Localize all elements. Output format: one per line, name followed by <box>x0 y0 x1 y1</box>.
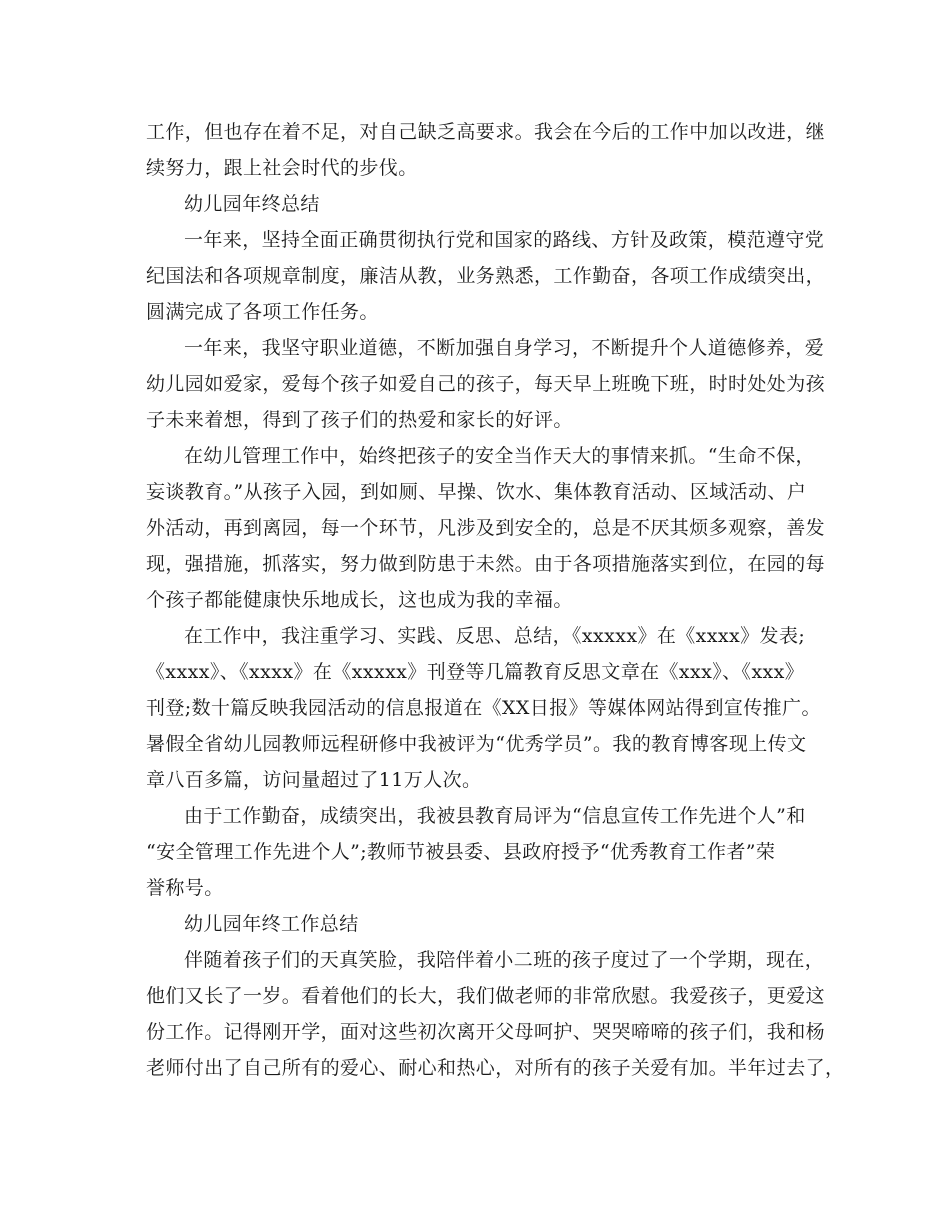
text-line: 份工作。记得刚开学，面对这些初次离开父母呵护、哭哭啼啼的孩子们，我和杨 <box>146 1021 826 1043</box>
text-line: “安全管理工作先进个人”;教师节被县委、县政府授予“优秀教育工作者”荣 <box>146 841 776 863</box>
text-line: 幼儿园如爱家，爱每个孩子如爱自己的孩子，每天早上班晚下班，时时处处为孩 <box>146 373 826 395</box>
text-line: 圆满完成了各项工作任务。 <box>146 301 379 323</box>
paragraph-start: 由于工作勤奋，成绩突出，我被县教育局评为“信息宣传工作先进个人”和 <box>184 805 806 827</box>
text-line: 刊登;数十篇反映我园活动的信息报道在《XX日报》等媒体网站得到宣传推广。 <box>146 697 821 719</box>
text-line: 外活动，再到离园，每一个环节，凡涉及到安全的，总是不厌其烦多观察，善发 <box>146 517 826 539</box>
paragraph-start: 在幼儿管理工作中，始终把孩子的安全当作天大的事情来抓。“生命不保， <box>184 445 815 467</box>
paragraph-start: 伴随着孩子们的天真笑脸，我陪伴着小二班的孩子度过了一个学期，现在， <box>184 949 825 971</box>
paragraph-start: 一年来，我坚守职业道德，不断加强自身学习，不断提升个人道德修养，爱 <box>184 337 825 359</box>
text-line: 子未来着想，得到了孩子们的热爱和家长的好评。 <box>146 409 573 431</box>
text-line: 暑假全省幼儿园教师远程研修中我被评为“优秀学员”。我的教育博客现上传文 <box>146 733 807 755</box>
section-heading: 幼儿园年终工作总结 <box>184 913 359 935</box>
text-line: 老师付出了自己所有的爱心、耐心和热心，对所有的孩子关爱有加。半年过去了， <box>146 1057 845 1079</box>
text-line: 现，强措施，抓落实，努力做到防患于未然。由于各项措施落实到位，在园的每 <box>146 553 826 575</box>
text-line: 工作，但也存在着不足，对自己缺乏高要求。我会在今后的工作中加以改进，继 <box>146 121 826 143</box>
paragraph-start: 一年来，坚持全面正确贯彻执行党和国家的路线、方针及政策，模范遵守党 <box>184 229 825 251</box>
text-line: 妄谈教育。”从孩子入园，到如厕、早操、饮水、集体教育活动、区域活动、户 <box>146 481 807 503</box>
paragraph-start: 在工作中，我注重学习、实践、反思、总结，《xxxxx》在《xxxx》发表; <box>184 625 806 647</box>
text-line: 纪国法和各项规章制度，廉洁从教，业务熟悉，工作勤奋，各项工作成绩突出， <box>146 265 826 287</box>
text-line: 续努力，跟上社会时代的步伐。 <box>146 157 418 179</box>
section-heading: 幼儿园年终总结 <box>184 193 320 215</box>
text-line: 个孩子都能健康快乐地成长，这也成为我的幸福。 <box>146 589 573 611</box>
text-line: 他们又长了一岁。看着他们的长大，我们做老师的非常欣慰。我爱孩子，更爱这 <box>146 985 826 1007</box>
text-line: 《xxxx》、《xxxx》在《xxxxx》刊登等几篇教育反思文章在《xxx》、《xxx》 <box>146 661 805 683</box>
text-line: 誉称号。 <box>146 877 224 899</box>
text-line: 章八百多篇，访问量超过了11万人次。 <box>146 769 482 791</box>
